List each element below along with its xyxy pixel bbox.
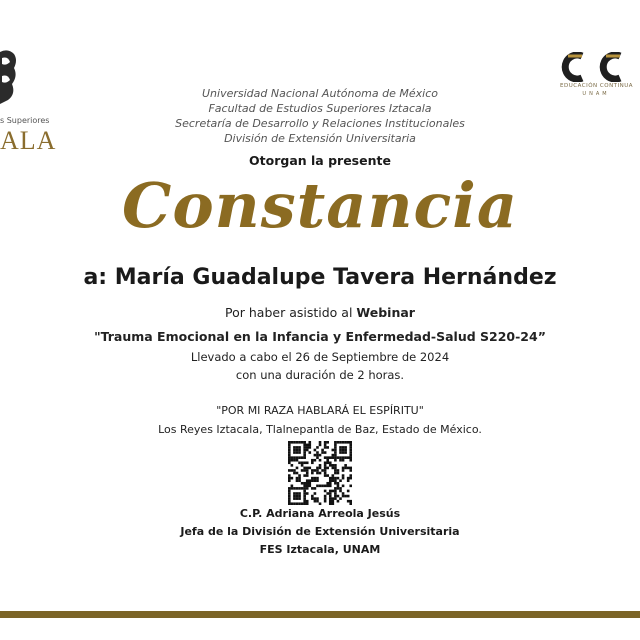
attended-type: Webinar xyxy=(356,305,415,320)
signatory-name: C.P. Adriana Arreola Jesús xyxy=(239,507,401,520)
qr-code-icon xyxy=(288,441,352,505)
bottom-decorative-bar xyxy=(0,611,640,618)
signatory-role: Jefa de la División de Extensión Universitaria xyxy=(180,525,460,538)
date-line: Llevado a cabo el 26 de Septiembre de 2024 xyxy=(190,350,450,364)
location: Los Reyes Iztacala, Tlalnepantla de Baz, Estado de México. xyxy=(158,423,482,436)
recipient-name: a: María Guadalupe Tavera Hernández xyxy=(83,265,557,290)
educacion-continua-logo xyxy=(560,52,638,102)
logo-large-text: ALA xyxy=(0,126,57,155)
attended-prefix: Por haber asistido al xyxy=(225,305,357,320)
header-line: División de Extensión Universitaria xyxy=(224,132,416,145)
certificate-title: Constancia xyxy=(121,169,519,242)
institution-header xyxy=(150,86,490,146)
grant-text: Otorgan la presente xyxy=(249,153,391,168)
logo-line2: UNAM xyxy=(582,91,610,97)
fes-iztacala-logo xyxy=(0,48,60,158)
university-crest-icon xyxy=(0,48,20,108)
logo-small-text: s Superiores xyxy=(0,116,50,125)
course-title: "Trauma Emocional en la Infancia y Enfermedad-Salud S220-24” xyxy=(94,329,546,344)
motto: "POR MI RAZA HABLARÁ EL ESPÍRITU" xyxy=(216,404,424,417)
signatory-institution: FES Iztacala, UNAM xyxy=(259,543,381,556)
logo-line1: EDUCACIÓN CONTINUA xyxy=(560,83,634,89)
duration-line: con una duración de 2 horas. xyxy=(235,368,405,382)
header-line: Secretaría de Desarrollo y Relaciones Institucionales xyxy=(175,117,465,130)
header-line: Universidad Nacional Autónoma de México xyxy=(202,87,438,100)
attended-line xyxy=(0,305,640,320)
educacion-continua-logo-icon xyxy=(560,52,632,82)
header-line: Facultad de Estudios Superiores Iztacala xyxy=(208,102,432,115)
